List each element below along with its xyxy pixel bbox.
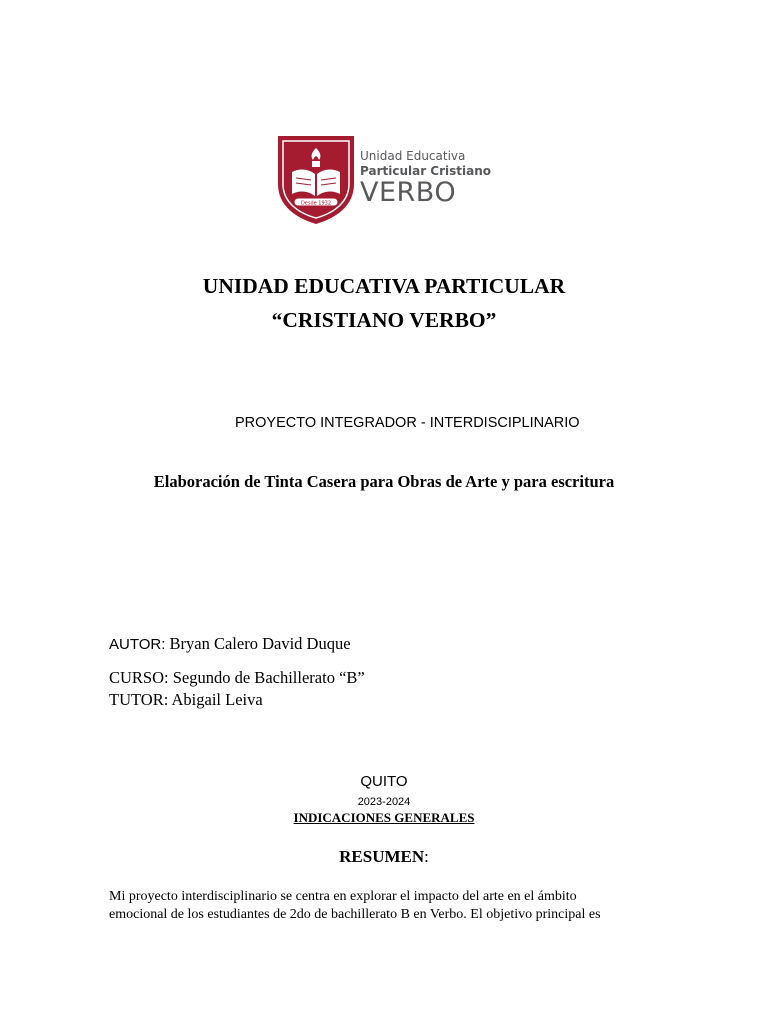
summary-line-1: Mi proyecto interdisciplinario se centra en explorar el impacto del arte en el ámbito [109, 889, 577, 904]
author-value: Bryan Calero David Duque [169, 634, 351, 653]
logo-text [360, 150, 491, 206]
school-title-line-1: UNIDAD EDUCATIVA PARTICULAR [202, 274, 566, 298]
shield-emblem-icon [276, 134, 356, 226]
course-label: CURSO: [109, 668, 169, 687]
summary-heading [0, 847, 768, 867]
course-line [109, 668, 365, 688]
project-type-label: PROYECTO INTEGRADOR - INTERDISCIPLINARIO [235, 415, 580, 431]
school-logo [276, 134, 496, 226]
logo-line-1: Unidad Educativa [360, 149, 466, 163]
summary-paragraph [109, 888, 669, 924]
logo-line-3: VERBO [360, 177, 457, 208]
author-line [109, 634, 351, 654]
tutor-value: Abigail Leiva [171, 690, 263, 709]
tutor-line [109, 690, 263, 710]
course-value: Segundo de Bachillerato “B” [172, 668, 365, 687]
school-title-line-2: “CRISTIANO VERBO” [271, 308, 497, 332]
school-years: 2023-2024 [357, 796, 411, 808]
summary-heading-colon: : [424, 847, 429, 866]
summary-heading-text: RESUMEN [339, 847, 425, 866]
general-indications-heading: INDICACIONES GENERALES [293, 810, 475, 825]
author-label: AUTOR: [109, 636, 166, 653]
logo-line-2: Particular Cristiano [360, 164, 492, 178]
svg-text:Desde 1932: Desde 1932 [300, 200, 332, 207]
project-title: Elaboración de Tinta Casera para Obras de Arte y para escritura [153, 472, 615, 491]
summary-line-2: emocional de los estudiantes de 2do de bachillerato B en Verbo. El objetivo principal es [109, 907, 601, 922]
tutor-label: TUTOR: [109, 690, 169, 709]
city: QUITO [360, 773, 408, 790]
